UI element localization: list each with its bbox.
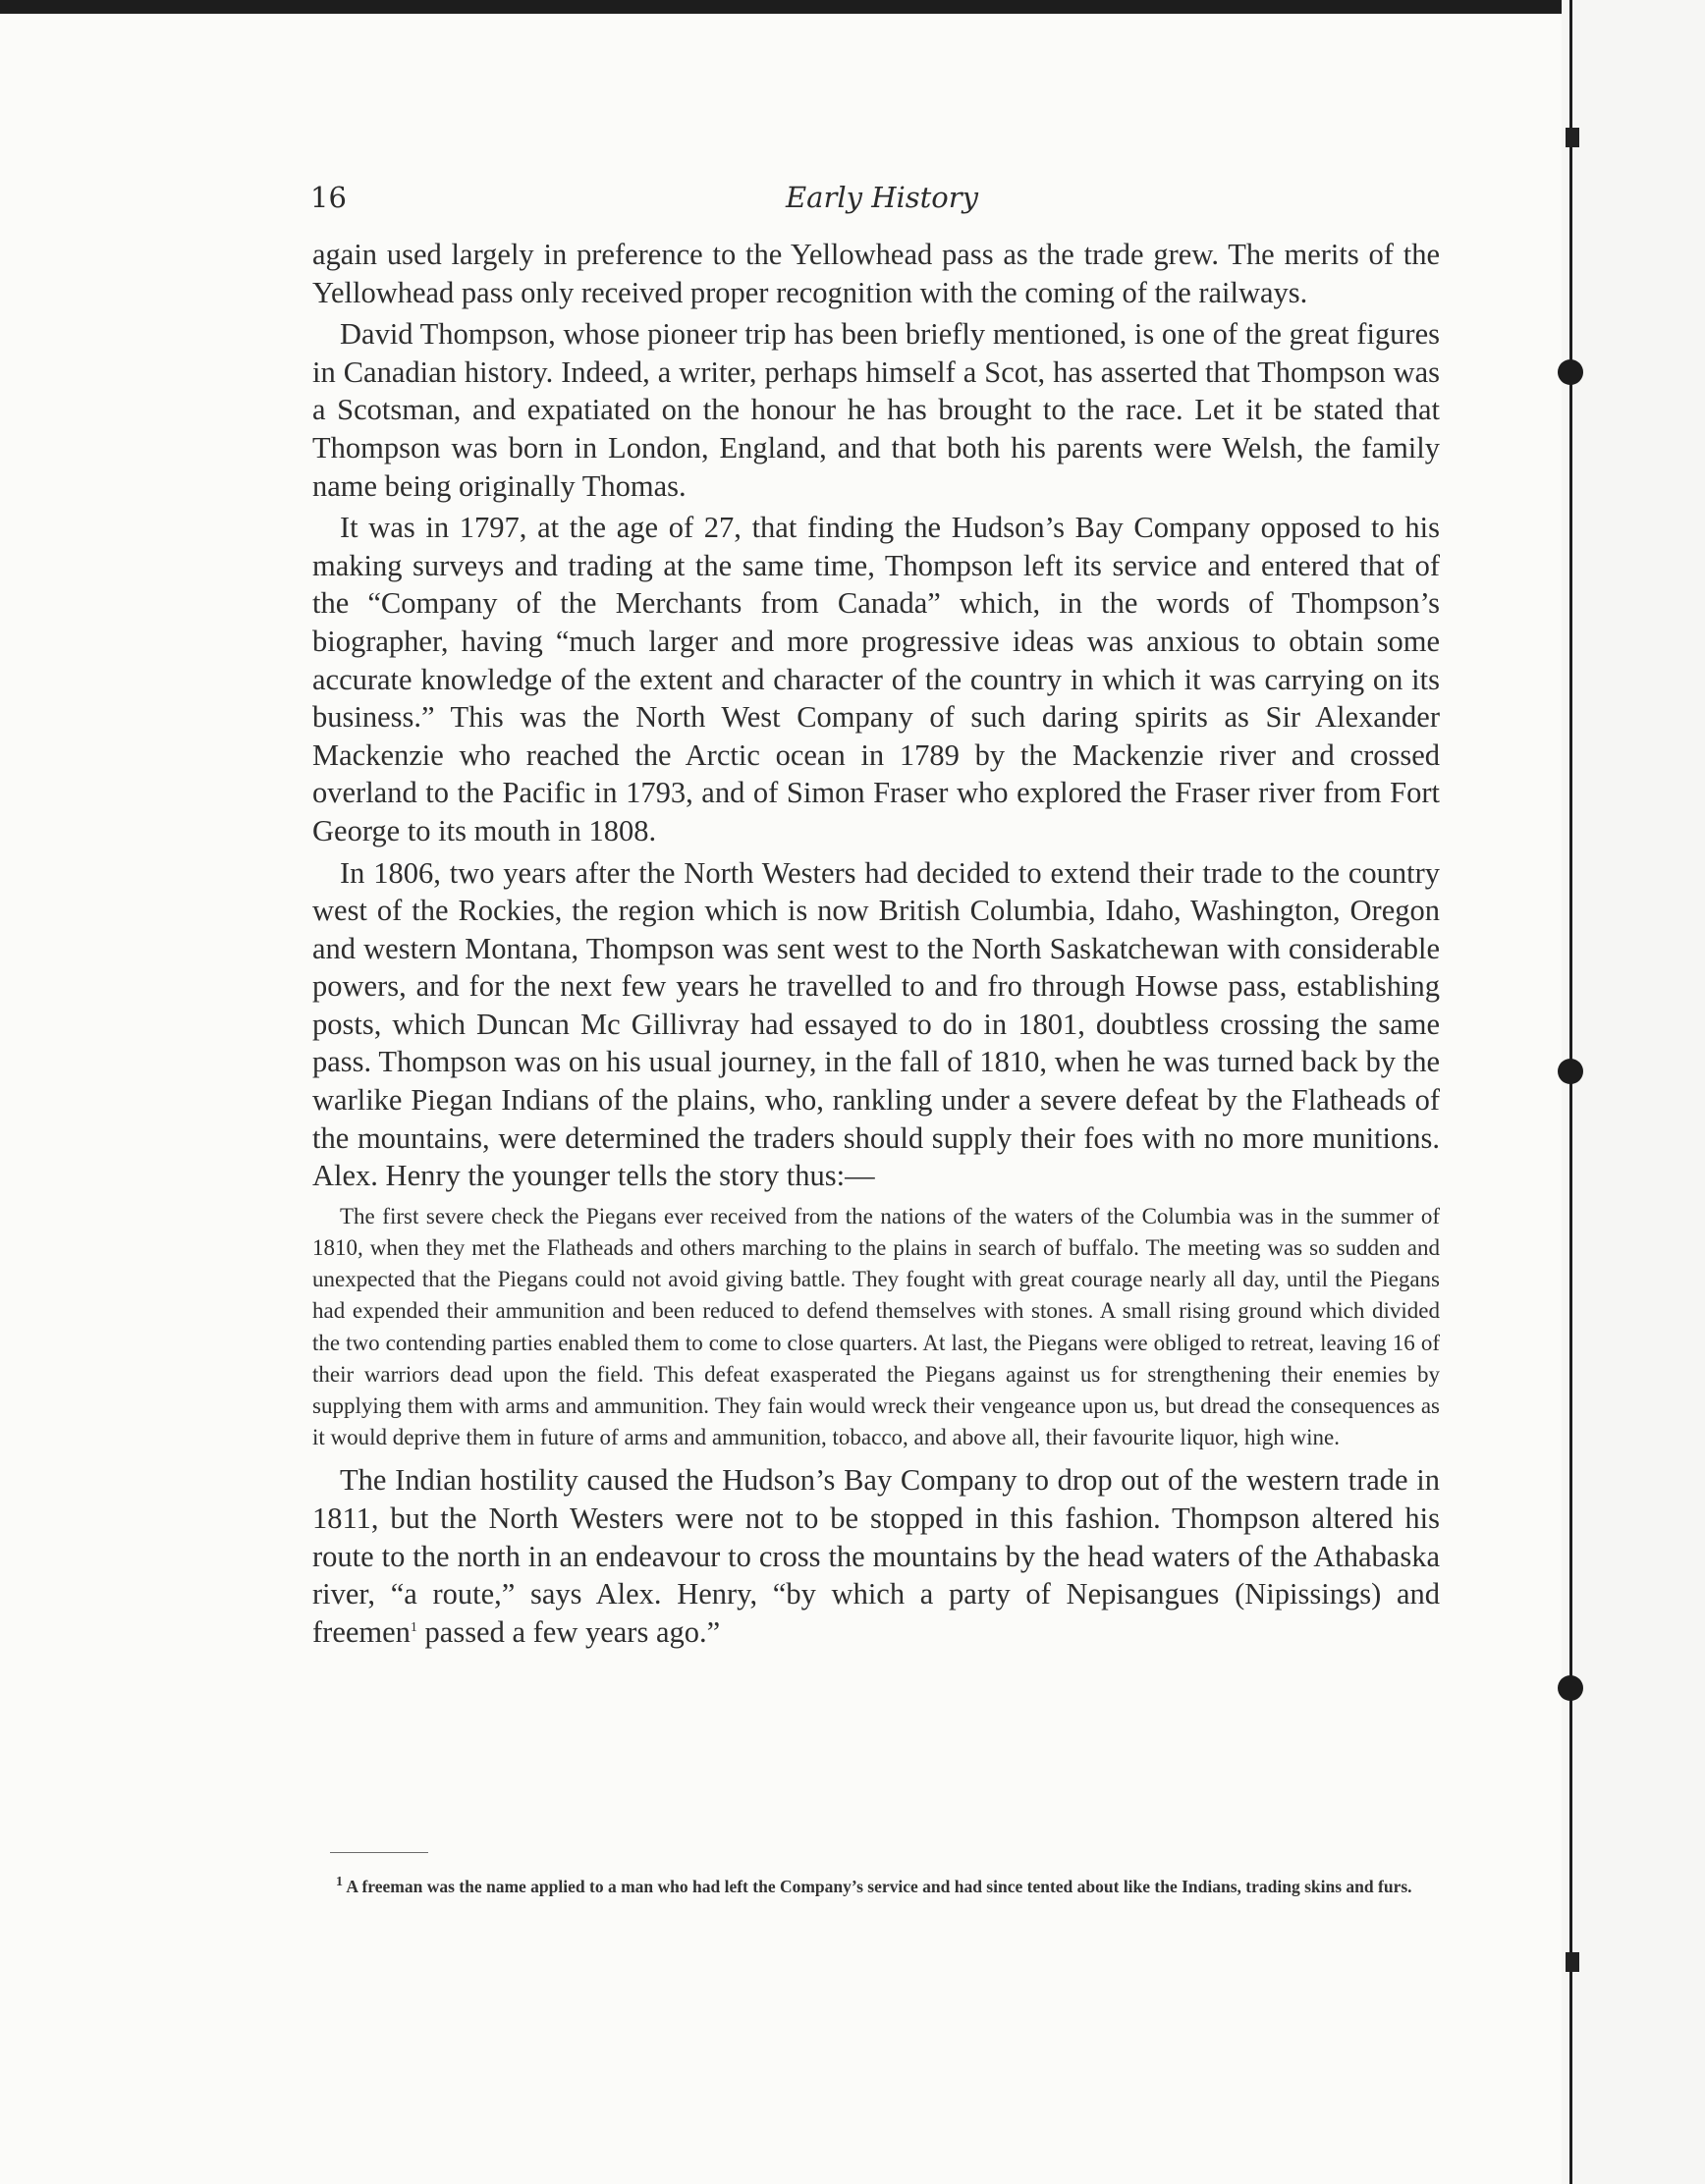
paragraph: In 1806, two years after the North Westers had decided to extend their trade to the country west of the Rockies, the region which is now British Columbia, Idaho, Washington, Oregon and western Montana, Thompson was sent west to the North Saskatchewan with considerable powers, and for the next few years he travelled to and fro through Howse pass, establishing posts, which Duncan Mc Gillivray had essayed to do in 1801, doubtless crossing the same pass. Thompson was on his usual journey, in the fall of 1810, when he was turned back by the warlike Piegan Indians of the plains, who, rankling under a severe defeat by the Flatheads of the mountains, were determined the traders should supply their foes with no more munitions. Alex. Henry the younger tells the story thus:— xyxy=(312,855,1440,1193)
binding-mark xyxy=(1558,1059,1583,1084)
page-number: 16 xyxy=(310,181,347,214)
binding-clip xyxy=(1566,1952,1579,1972)
footnote-reference: 1 xyxy=(410,1619,417,1635)
main-text xyxy=(312,236,1440,1655)
binding-mark xyxy=(1558,359,1583,385)
binding-clip xyxy=(1566,128,1579,147)
footnote-rule xyxy=(330,1852,428,1853)
paragraph-text: The Indian hostility caused the Hudson’s Bay Company to drop out of the western trade in 1811, but the North Westers were not to be stopped in this fashion. Thompson altered his route to the north in an endeavour to cross the mountains by the head waters of the Athabaska river, “a route,” says Alex. Henry, “by which a party of Nepisangues (Nipissings) and freemen xyxy=(312,1463,1440,1649)
binding-mark xyxy=(1558,1675,1583,1701)
paragraph: David Thompson, whose pioneer trip has been briefly mentioned, is one of the great figures in Canadian history. Indeed, a writer, perhaps himself a Scot, has asserted that Thompson was a Scotsman, and expatiated on the honour he has brought to the race. Let it be stated that Thompson was born in London, England, and that both his parents were Welsh, the family name being originally Thomas. xyxy=(312,317,1440,503)
scan-border-right xyxy=(1562,0,1705,2184)
binding-edge xyxy=(1569,0,1572,2184)
paragraph: It was in 1797, at the age of 27, that finding the Hudson’s Bay Company opposed to his making surveys and trading at the same time, Thompson left its service and entered that of the “Company of the Merchants from Canada” which, in the words of Thompson’s biographer, having “much larger and more progressive ideas was anxious to obtain some accurate knowledge of the extent and character of the country in which it was carrying on its business.” This was the North West Company of such daring spirits as Sir Alexander Mackenzie who reached the Arctic ocean in 1789 by the Mackenzie river and crossed overland to the Pacific in 1793, and of Simon Fraser who explored the Fraser river from Fort George to its mouth in 1808. xyxy=(312,511,1440,847)
paragraph: again used largely in preference to the Yellowhead pass as the trade grew. The merits of the Yellowhead pass only received proper recognition with the coming of the railways. xyxy=(312,238,1440,309)
footnote xyxy=(336,1872,1456,1902)
running-head: Early History xyxy=(786,181,979,214)
footnote-marker: 1 xyxy=(336,1875,343,1890)
block-quote: The first severe check the Piegans ever received from the nations of the waters of the Columbia was in the summer of 1810, when they met the Flatheads and others marching to the plains in search of buffalo. The meeting was so sudden and unexpected that the Piegans could not avoid giving battle. They fought with great courage nearly all day, until the Piegans had expended their ammunition and been reduced to defend themselves with stones. A small rising ground which divided the two contending parties enabled them to come to close quarters. At last, the Piegans were obliged to retreat, leaving 16 of their warriors dead upon the field. This defeat exasperated the Piegans against us for strengthening their enemies by supplying them with arms and ammunition. They fain would wreck their vengeance upon us, but dread the consequences as it would deprive them in future of arms and ammunition, tobacco, and above all, their favourite liquor, high wine. xyxy=(312,1203,1440,1450)
scan-border-top xyxy=(0,0,1705,14)
paragraph xyxy=(312,1461,1440,1651)
footnote-text: A freeman was the name applied to a man who had left the Company’s service and had since tented about like the Indians, trading skins and furs. xyxy=(343,1877,1412,1896)
paragraph-text: passed a few years ago.” xyxy=(416,1614,721,1649)
